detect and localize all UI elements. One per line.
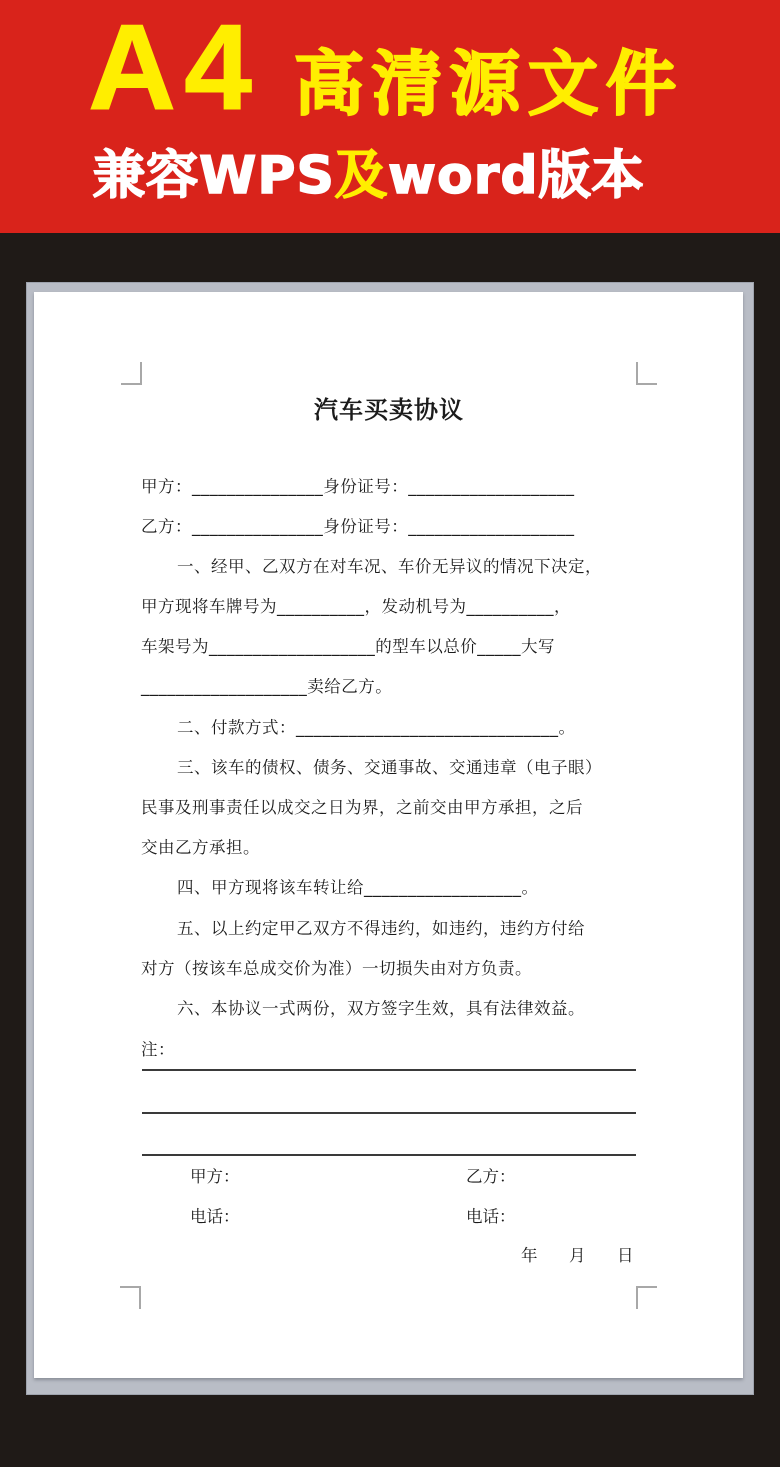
hd-source-file-headline: 高清源文件: [294, 43, 684, 125]
phone-party-b: 电话：: [466, 1207, 516, 1226]
clause-5-line-1: 五、以上约定甲乙双方不得违约，如违约，违约方付给: [177, 919, 585, 938]
clause-1-line-3: 车架号为___________________的型车以总价_____大写: [141, 637, 555, 656]
a4-size-label: A4: [88, 0, 260, 135]
clause-3-line-3: 交由乙方承担。: [141, 838, 260, 857]
compat-highlight: 及: [334, 146, 388, 206]
note-rule-2: [142, 1112, 636, 1114]
clause-1-line-2: 甲方现将车牌号为__________，发动机号为__________，: [141, 597, 571, 616]
date-month: 月: [569, 1246, 586, 1265]
clause-4: 四、甲方现将该车转让给__________________。: [177, 878, 539, 897]
clause-1-line-4: ___________________卖给乙方。: [141, 677, 393, 696]
signature-party-a: 甲方：: [190, 1167, 240, 1186]
clause-6: 六、本协议一式两份，双方签字生效，具有法律效益。: [177, 999, 585, 1018]
date-year: 年: [521, 1246, 538, 1265]
document-title: 汽车买卖协议: [314, 396, 464, 424]
clause-2: 二、付款方式：______________________________。: [177, 718, 576, 737]
note-rule-3: [142, 1154, 636, 1156]
clause-1-line-1: 一、经甲、乙双方在对车况、车价无异议的情况下决定，: [177, 557, 602, 576]
party-a-line: 甲方：_______________身份证号：___________________: [141, 477, 575, 496]
party-b-line: 乙方：_______________身份证号：___________________: [141, 517, 575, 536]
clause-3-line-2: 民事及刑事责任以成交之日为界，之前交由甲方承担，之后: [141, 798, 583, 817]
note-label: 注：: [141, 1040, 175, 1059]
compat-suffix: word版本: [387, 146, 645, 206]
date-day: 日: [617, 1246, 634, 1265]
clause-3-line-1: 三、该车的债权、债务、交通事故、交通违章（电子眼）: [177, 758, 602, 777]
note-rule-1: [142, 1069, 636, 1071]
clause-5-line-2: 对方（按该车总成交价为准）一切损失由对方负责。: [141, 959, 532, 978]
signature-party-b: 乙方：: [466, 1167, 516, 1186]
phone-party-a: 电话：: [190, 1207, 240, 1226]
compat-prefix: 兼容WPS: [93, 146, 335, 206]
